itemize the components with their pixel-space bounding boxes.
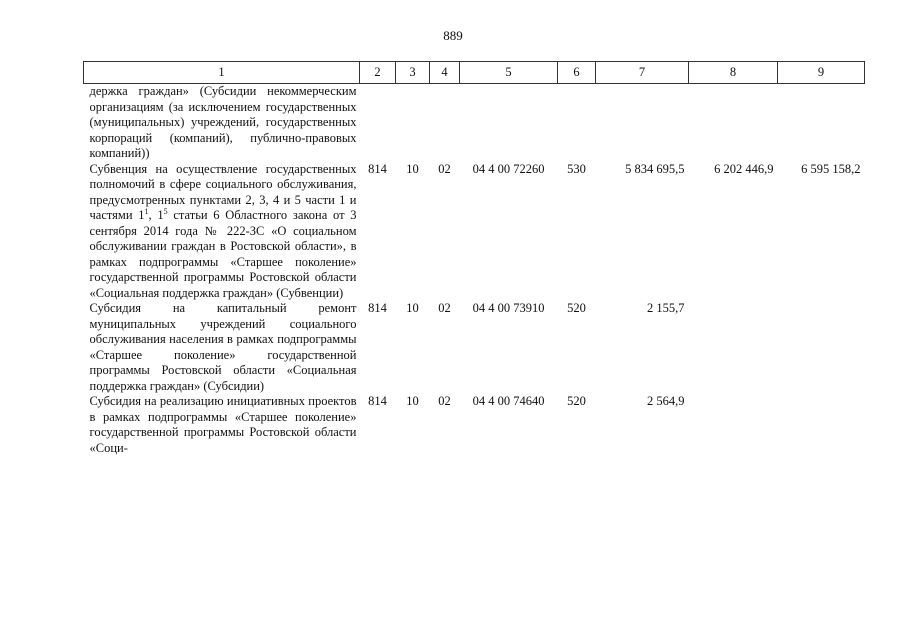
cell-amount-year2: [689, 301, 778, 394]
cell-expense-type: 520: [567, 301, 586, 315]
cell-amount-year2: [689, 84, 778, 162]
table-row: [84, 301, 865, 394]
page-number: 889: [443, 28, 463, 43]
header-row: [84, 62, 865, 84]
row-description: Субсидия на капитальный ремонт муниципальных учреждений социального обслуживания населения в рамках подпрограммы «Старшее поколение» государственной программы Ростовской области «Социальная поддержка граждан» (Субсидии): [89, 301, 357, 393]
column-header: 6: [558, 62, 596, 84]
column-header: 2: [360, 62, 396, 84]
budget-table: [83, 61, 865, 456]
cell-amount-year1: 5 834 695,5: [625, 161, 685, 176]
cell-ministry-code: 814: [368, 161, 387, 176]
table-row: [84, 394, 865, 456]
column-header: 5: [460, 62, 558, 84]
column-header: 4: [430, 62, 460, 84]
column-header: 9: [778, 62, 865, 84]
cell-section: [396, 84, 430, 162]
cell-subsection: 02: [438, 394, 451, 408]
cell-expense-type: 530: [567, 161, 586, 176]
row-description: Субсидия на реализацию инициативных проектов в рамках подпрограммы «Старшее поколение» государственной программы Ростовской области «Соци-: [89, 394, 357, 455]
cell-section: 10: [406, 394, 419, 408]
cell-amount-year2: [689, 394, 778, 456]
cell-target-article: [460, 84, 558, 162]
cell-subsection: 02: [438, 161, 451, 176]
table-row: [84, 162, 865, 302]
cell-ministry-code: 814: [368, 301, 387, 315]
cell-amount-year3: [778, 394, 865, 456]
cell-amount-year3: [778, 301, 865, 394]
cell-subsection: 02: [438, 301, 451, 315]
cell-amount-year1: 2 564,9: [647, 394, 685, 408]
cell-subsection: [430, 84, 460, 162]
column-header: 3: [396, 62, 430, 84]
cell-target-article: 04 4 00 74640: [472, 394, 545, 408]
cell-amount-year2: 6 202 446,9: [714, 161, 774, 176]
column-header: 7: [596, 62, 689, 84]
column-header: 8: [689, 62, 778, 84]
cell-expense-type: [558, 84, 596, 162]
cell-amount-year3: [778, 84, 865, 162]
cell-ministry-code: 814: [368, 394, 387, 408]
row-description: Субвенция на осуществление государственных полномочий в сфере социального обслуживания, предусмотренных пунктами 2, 3, 4 и 5 части 1 и частями $1^1$, $1^5$ статьи 6 Областного закона от 3 сентября 2014 года № 222-ЗС «О социальном обслуживании граждан в Ростовской области», в рамках подпрограммы «Старшее поколение» государственной программы Ростовской области «Социальная поддержка граждан» (Субвенции): [89, 161, 357, 300]
cell-section: 10: [406, 301, 419, 315]
cell-target-article: 04 4 00 72260: [472, 161, 545, 176]
cell-target-article: 04 4 00 73910: [472, 301, 545, 315]
cell-ministry-code: [360, 84, 396, 162]
cell-amount-year3: 6 595 158,2: [801, 161, 861, 176]
row-description: держка граждан» (Субсидии некоммерческим организациям (за исключением государственных (муниципальных) учреждений, государственных корпораций (компаний), публично-правовых компаний)): [89, 84, 357, 160]
table-row: [84, 84, 865, 162]
column-header: 1: [84, 62, 360, 84]
cell-expense-type: 520: [567, 394, 586, 408]
cell-amount-year1: [596, 84, 689, 162]
cell-section: 10: [406, 161, 419, 176]
cell-amount-year1: 2 155,7: [647, 301, 685, 315]
